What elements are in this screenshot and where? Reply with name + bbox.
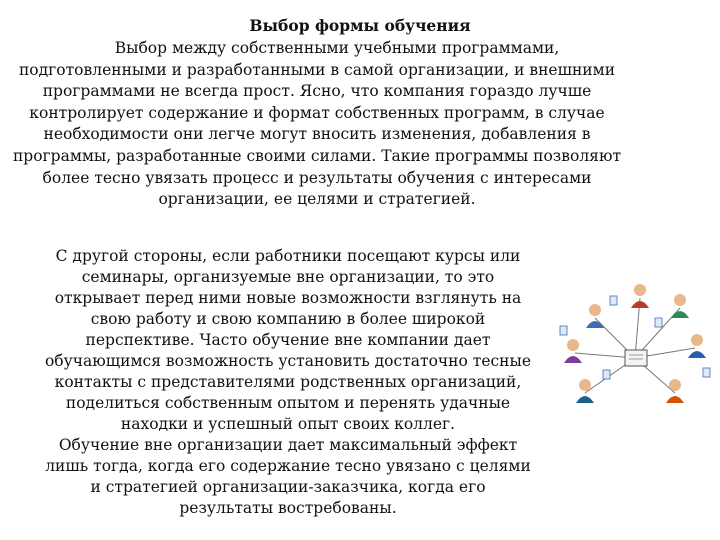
paragraph-own-programs (12, 38, 622, 211)
paragraph-line: свою работу и свою компанию в более широкой (90, 310, 486, 328)
paragraph-line: Обучение вне организации дает максимальный эффект (58, 436, 518, 454)
person-icon (564, 339, 582, 363)
paragraph-line: С другой стороны, если работники посещают курсы или (55, 247, 521, 265)
person-icon (576, 379, 594, 403)
page-title: Выбор формы обучения (249, 16, 471, 35)
person-icon (666, 379, 684, 403)
paragraph-line: контакты с представителями родственных организаций, (54, 373, 522, 391)
paragraph-line: находки и успешный опыт своих коллег. (120, 415, 456, 433)
paragraph-line: поделиться собственным опытом и перенять удачные (65, 394, 511, 412)
paragraph-line: перспективе. Часто обучение вне компании дает (85, 331, 491, 349)
paragraph-line: и стратегией организации-заказчика, когда его (90, 478, 486, 496)
central-document-icon (625, 350, 647, 366)
paragraph-line: семинары, организуемые вне организации, то это (81, 268, 495, 286)
paragraph-external-programs (10, 246, 566, 519)
person-icon (631, 284, 649, 308)
person-icon (688, 334, 706, 358)
paragraph-line: лишь тогда, когда его содержание тесно увязано с целями (45, 457, 531, 475)
network-people-icon (555, 278, 715, 418)
paragraph-own-programs-text: Выбор между собственными учебными программами, подготовленными и разработанными в самой организации, и внешними программами не всегда прост. Ясно, что компания гораздо лучше контролирует содержание и формат собственных программ, в случае необходимости они легче могут вносить изменения, добавления в программы, разработанные своими силами. Такие программы позволяют более тесно увязать процесс и результаты обучения с интересами организации, ее целями и стратегией. (12, 39, 622, 209)
paragraph-line: результаты востребованы. (179, 499, 397, 517)
paragraph-line: обучающимся возможность установить достаточно тесные (44, 352, 532, 370)
paragraph-line: открывает перед ними новые возможности взглянуть на (54, 289, 522, 307)
network-people-illustration (555, 278, 715, 418)
